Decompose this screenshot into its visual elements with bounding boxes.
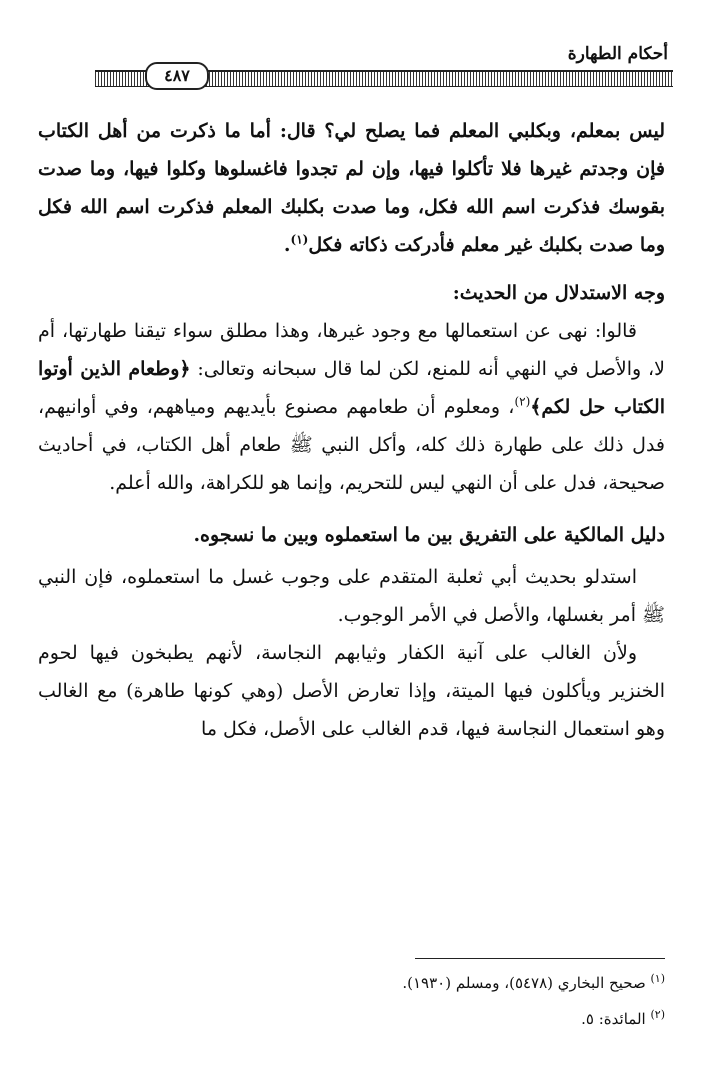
- paragraph-hadith: [38, 112, 665, 264]
- footnote-marker-1: (١): [650, 972, 665, 985]
- footnotes: [38, 958, 665, 1035]
- footnote-rule: [415, 958, 665, 959]
- paragraph-evidence: [38, 312, 665, 502]
- footnote-marker-2: (٢): [650, 1008, 665, 1021]
- footnote-text-1: صحيح البخاري (٥٤٧٨)، ومسلم (١٩٣٠).: [402, 974, 646, 992]
- page-number: ٤٨٧: [145, 62, 209, 90]
- section-heading-maliki: دليل المالكية على التفريق بين ما استعملوه وبين ما نسجوه.: [193, 524, 665, 546]
- footnote-ref-1: (١): [290, 232, 309, 247]
- hadith-text: ليس بمعلم، وبكلبي المعلم فما يصلح لي؟ قال: أما ما ذكرت من أهل الكتاب فإن وجدتم غيرها فلا تأكلوا فيها، وإن لم تجدوا فاغسلوها وكلوا فيها، وما صدت بقوسك فذكرت اسم الله فكل، وما صدت بكلبك المعلم فذكرت اسم الله فكل وما صدت بكلبك غير معلم فأدركت ذكاته فكل: [38, 120, 665, 256]
- footnote-2: [38, 999, 665, 1035]
- paragraph-maliki-2: ولأن الغالب على آنية الكفار وثيابهم النجاسة، لأنهم يطبخون فيها لحوم الخنزير ويأكلون فيها الميتة، وإذا تعارض الأصل (وهي كونها طاهرة) مع الغالب وهو استعمال النجاسة فيها، قدم الغالب على الأصل، فكل ما: [38, 642, 665, 740]
- paragraph-maliki-1: استدلو بحديث أبي ثعلبة المتقدم على وجوب غسل ما استعملوه، فإن النبي ﷺ أمر بغسلها، والأصل في الأمر الوجوب.: [38, 566, 665, 626]
- page-header: [95, 40, 673, 100]
- footnote-ref-2: (٢): [514, 394, 531, 409]
- evidence-text-1: قالوا: نهى عن استعمالها مع وجود غيرها، وهذا مطلق سواء تيقنا طهارتها، أم لا، والأصل في النهي أنه للمنع، لكن لما قال سبحانه وتعالى:: [38, 320, 665, 380]
- section-heading-evidence: وجه الاستدلال من الحديث:: [452, 282, 665, 304]
- book-title: أحكام الطهارة: [567, 44, 668, 64]
- quran-verse: ﴿وطعام الذين أوتوا الكتاب حل لكم﴾: [38, 358, 665, 418]
- hadith-end: .: [283, 234, 291, 256]
- footnote-text-2: المائدة: ٥.: [581, 1010, 646, 1028]
- footnote-1: [38, 963, 665, 999]
- main-text: [38, 112, 665, 748]
- evidence-text-2: ، ومعلوم أن طعامهم مصنوع بأيديهم ومياههم، وفي أوانيهم، فدل ذلك على طهارة ذلك كله، وأكل النبي ﷺ طعام أهل الكتاب، في أحاديث صحيحة، فدل على أن النهي ليس للتحريم، وإنما هو للكراهة، والله أعلم.: [38, 396, 665, 494]
